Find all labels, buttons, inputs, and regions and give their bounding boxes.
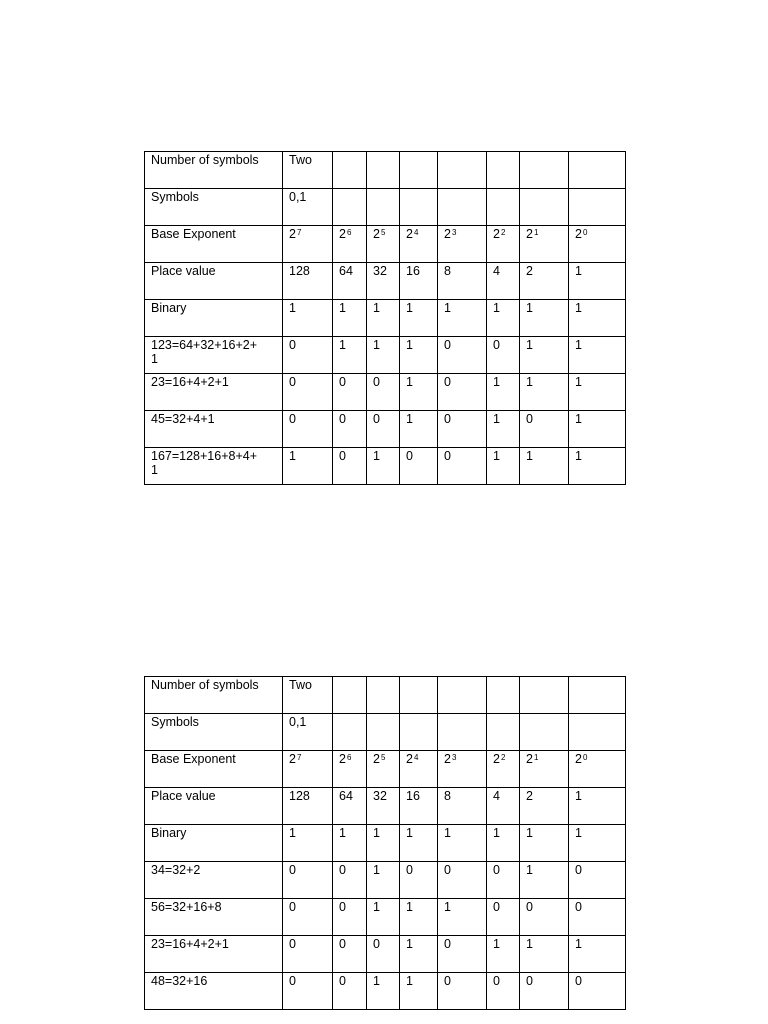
row-label: Symbols xyxy=(145,189,283,226)
exponent-base: 2 xyxy=(339,227,346,241)
table-cell: 1 xyxy=(487,936,520,973)
exponent-power: 3 xyxy=(451,228,457,237)
row-label: 34=32+2 xyxy=(145,862,283,899)
table-row xyxy=(145,189,626,226)
exponent-power: 1 xyxy=(533,228,539,237)
row-label: Place value xyxy=(145,788,283,825)
row-label: 48=32+16 xyxy=(145,973,283,1010)
table-cell: 128 xyxy=(283,263,333,300)
table-cell: 0 xyxy=(283,936,333,973)
table-cell xyxy=(400,677,438,714)
table-row xyxy=(145,788,626,825)
table-cell: 0 xyxy=(333,936,367,973)
binary-table xyxy=(144,151,626,485)
table-cell: 1 xyxy=(283,300,333,337)
exponent-power: 6 xyxy=(346,753,352,762)
table-cell: 16 xyxy=(400,263,438,300)
table-cell: 0 xyxy=(487,862,520,899)
table-cell: 0 xyxy=(333,899,367,936)
table-cell: 64 xyxy=(333,263,367,300)
table-cell: 16 xyxy=(400,788,438,825)
table-cell xyxy=(487,189,520,226)
table-row xyxy=(145,337,626,374)
table-cell xyxy=(569,152,626,189)
table-cell: 1 xyxy=(400,825,438,862)
row-label: Symbols xyxy=(145,714,283,751)
table-cell xyxy=(333,714,367,751)
row-label: 23=16+4+2+1 xyxy=(145,936,283,973)
table-cell xyxy=(520,189,569,226)
exponent-base: 2 xyxy=(575,752,582,766)
table-cell: 0 xyxy=(283,374,333,411)
table-cell: 1 xyxy=(367,862,400,899)
exponent-cell xyxy=(400,226,438,263)
exponent-base: 2 xyxy=(406,752,413,766)
table-cell: 0 xyxy=(438,374,487,411)
table-cell: 0 xyxy=(333,374,367,411)
table-cell: 0 xyxy=(400,448,438,485)
table-cell: 1 xyxy=(520,936,569,973)
table-cell: 1 xyxy=(400,337,438,374)
table-cell: 0 xyxy=(438,448,487,485)
exponent-base: 2 xyxy=(339,752,346,766)
table-cell xyxy=(438,152,487,189)
row-label: Base Exponent xyxy=(145,226,283,263)
table-cell: 0 xyxy=(520,973,569,1010)
table-cell xyxy=(438,677,487,714)
table-cell xyxy=(569,677,626,714)
exponent-base: 2 xyxy=(289,752,296,766)
row-label: Binary xyxy=(145,300,283,337)
row-label: Number of symbols xyxy=(145,152,283,189)
table-cell: 1 xyxy=(487,300,520,337)
table-row xyxy=(145,973,626,1010)
table-cell xyxy=(520,152,569,189)
table-row xyxy=(145,936,626,973)
exponent-power: 4 xyxy=(413,228,419,237)
table-row xyxy=(145,300,626,337)
exponent-base: 2 xyxy=(493,752,500,766)
table-row xyxy=(145,862,626,899)
binary-table-1 xyxy=(144,151,626,485)
row-label: 23=16+4+2+1 xyxy=(145,374,283,411)
exponent-cell xyxy=(438,226,487,263)
table-cell: 1 xyxy=(438,825,487,862)
table-cell: 2 xyxy=(520,788,569,825)
table-row xyxy=(145,374,626,411)
table-cell: 8 xyxy=(438,263,487,300)
table-cell: 1 xyxy=(487,448,520,485)
exponent-power: 4 xyxy=(413,753,419,762)
table-cell: 0 xyxy=(487,973,520,1010)
table-cell xyxy=(520,677,569,714)
table-cell: 4 xyxy=(487,788,520,825)
table-cell: 64 xyxy=(333,788,367,825)
exponent-cell xyxy=(438,751,487,788)
table-cell xyxy=(569,714,626,751)
table-cell: 1 xyxy=(400,973,438,1010)
table-cell: Two xyxy=(283,677,333,714)
table-cell: 0,1 xyxy=(283,714,333,751)
table-cell xyxy=(438,189,487,226)
table-cell xyxy=(569,189,626,226)
table-row xyxy=(145,263,626,300)
exponent-cell xyxy=(569,751,626,788)
table-cell: 0 xyxy=(367,936,400,973)
binary-table xyxy=(144,676,626,1010)
table-cell: 1 xyxy=(367,825,400,862)
table-cell: 1 xyxy=(367,448,400,485)
table-cell: 0 xyxy=(438,936,487,973)
table-cell: 1 xyxy=(367,300,400,337)
table-cell: 2 xyxy=(520,263,569,300)
row-label: 167=128+16+8+4+ 1 xyxy=(145,448,283,485)
table-cell: 0 xyxy=(487,337,520,374)
table-cell xyxy=(333,677,367,714)
table-cell: 1 xyxy=(569,263,626,300)
table-cell: 0 xyxy=(438,973,487,1010)
table-row xyxy=(145,677,626,714)
table-cell xyxy=(487,677,520,714)
table-cell xyxy=(438,714,487,751)
exponent-base: 2 xyxy=(289,227,296,241)
table-cell: 0 xyxy=(438,337,487,374)
row-label: 123=64+32+16+2+ 1 xyxy=(145,337,283,374)
row-label: Place value xyxy=(145,263,283,300)
table-cell: 1 xyxy=(569,788,626,825)
table-cell: 0 xyxy=(367,411,400,448)
exponent-power: 6 xyxy=(346,228,352,237)
table-cell: 8 xyxy=(438,788,487,825)
exponent-cell xyxy=(487,751,520,788)
exponent-base: 2 xyxy=(373,227,380,241)
table-cell xyxy=(400,152,438,189)
table-cell: 0 xyxy=(283,899,333,936)
table-cell: 1 xyxy=(438,899,487,936)
table-cell: 1 xyxy=(283,448,333,485)
table-cell: 0,1 xyxy=(283,189,333,226)
exponent-cell xyxy=(487,226,520,263)
table-cell: 0 xyxy=(400,862,438,899)
exponent-power: 7 xyxy=(296,228,302,237)
row-label: 56=32+16+8 xyxy=(145,899,283,936)
table-cell: 0 xyxy=(569,899,626,936)
table-cell: 0 xyxy=(438,411,487,448)
table-cell: 1 xyxy=(367,899,400,936)
row-label: Base Exponent xyxy=(145,751,283,788)
table-cell: 1 xyxy=(283,825,333,862)
table-cell: 1 xyxy=(520,825,569,862)
table-cell xyxy=(367,677,400,714)
table-cell: 0 xyxy=(283,862,333,899)
table-cell xyxy=(333,152,367,189)
table-cell: 1 xyxy=(487,411,520,448)
exponent-cell xyxy=(520,226,569,263)
table-cell: 1 xyxy=(333,825,367,862)
table-cell: 1 xyxy=(400,300,438,337)
table-cell: 0 xyxy=(333,973,367,1010)
table-cell: 0 xyxy=(333,862,367,899)
table-row xyxy=(145,152,626,189)
table-cell: 0 xyxy=(569,973,626,1010)
table-cell: 32 xyxy=(367,263,400,300)
table-cell: 0 xyxy=(283,337,333,374)
exponent-power: 3 xyxy=(451,753,457,762)
exponent-base: 2 xyxy=(444,752,451,766)
table-cell: 1 xyxy=(438,300,487,337)
table-cell: 1 xyxy=(569,337,626,374)
table-cell: 32 xyxy=(367,788,400,825)
exponent-power: 0 xyxy=(582,753,588,762)
table-cell: 1 xyxy=(487,825,520,862)
exponent-power: 0 xyxy=(582,228,588,237)
exponent-base: 2 xyxy=(493,227,500,241)
exponent-power: 7 xyxy=(296,753,302,762)
table-cell: 0 xyxy=(520,411,569,448)
exponent-cell xyxy=(569,226,626,263)
table-cell xyxy=(400,714,438,751)
exponent-cell xyxy=(333,751,367,788)
exponent-cell xyxy=(400,751,438,788)
row-label: Number of symbols xyxy=(145,677,283,714)
table-cell: 1 xyxy=(569,825,626,862)
table-cell: 1 xyxy=(333,337,367,374)
table-cell: 1 xyxy=(400,374,438,411)
table-cell xyxy=(367,189,400,226)
table-cell: 0 xyxy=(520,899,569,936)
row-label: 45=32+4+1 xyxy=(145,411,283,448)
binary-table-2 xyxy=(144,676,626,1010)
table-cell: 1 xyxy=(520,374,569,411)
table-cell: 0 xyxy=(283,411,333,448)
table-cell xyxy=(487,714,520,751)
table-cell: 0 xyxy=(367,374,400,411)
exponent-cell xyxy=(283,751,333,788)
exponent-cell xyxy=(367,226,400,263)
table-cell: 1 xyxy=(400,936,438,973)
exponent-power: 1 xyxy=(533,753,539,762)
exponent-cell xyxy=(283,226,333,263)
table-cell: 1 xyxy=(400,411,438,448)
table-row xyxy=(145,714,626,751)
exponent-cell xyxy=(333,226,367,263)
table-cell: 0 xyxy=(487,899,520,936)
table-row xyxy=(145,448,626,485)
row-label: Binary xyxy=(145,825,283,862)
table-cell: 1 xyxy=(569,411,626,448)
table-row xyxy=(145,825,626,862)
table-cell: 0 xyxy=(569,862,626,899)
table-cell xyxy=(487,152,520,189)
table-cell: 1 xyxy=(569,374,626,411)
table-cell: 1 xyxy=(367,973,400,1010)
table-cell xyxy=(520,714,569,751)
table-row xyxy=(145,411,626,448)
table-cell xyxy=(333,189,367,226)
table-row xyxy=(145,899,626,936)
table-cell: 1 xyxy=(520,337,569,374)
table-cell: 4 xyxy=(487,263,520,300)
exponent-power: 5 xyxy=(380,753,386,762)
table-cell: 1 xyxy=(487,374,520,411)
table-cell: 1 xyxy=(400,899,438,936)
table-row xyxy=(145,226,626,263)
table-cell: 1 xyxy=(520,448,569,485)
exponent-cell xyxy=(367,751,400,788)
exponent-cell xyxy=(520,751,569,788)
table-cell: 1 xyxy=(520,300,569,337)
table-cell: 1 xyxy=(367,337,400,374)
exponent-base: 2 xyxy=(575,227,582,241)
table-cell: Two xyxy=(283,152,333,189)
exponent-base: 2 xyxy=(373,752,380,766)
table-cell: 1 xyxy=(569,936,626,973)
table-cell: 1 xyxy=(333,300,367,337)
table-cell: 0 xyxy=(333,448,367,485)
exponent-power: 2 xyxy=(500,228,506,237)
table-cell xyxy=(400,189,438,226)
exponent-base: 2 xyxy=(406,227,413,241)
exponent-power: 5 xyxy=(380,228,386,237)
table-cell: 0 xyxy=(438,862,487,899)
table-cell: 1 xyxy=(569,300,626,337)
table-cell xyxy=(367,714,400,751)
table-cell: 128 xyxy=(283,788,333,825)
exponent-power: 2 xyxy=(500,753,506,762)
table-cell: 0 xyxy=(283,973,333,1010)
table-cell: 0 xyxy=(333,411,367,448)
exponent-base: 2 xyxy=(526,227,533,241)
table-cell: 1 xyxy=(569,448,626,485)
table-cell: 1 xyxy=(520,862,569,899)
exponent-base: 2 xyxy=(444,227,451,241)
exponent-base: 2 xyxy=(526,752,533,766)
table-cell xyxy=(367,152,400,189)
table-row xyxy=(145,751,626,788)
